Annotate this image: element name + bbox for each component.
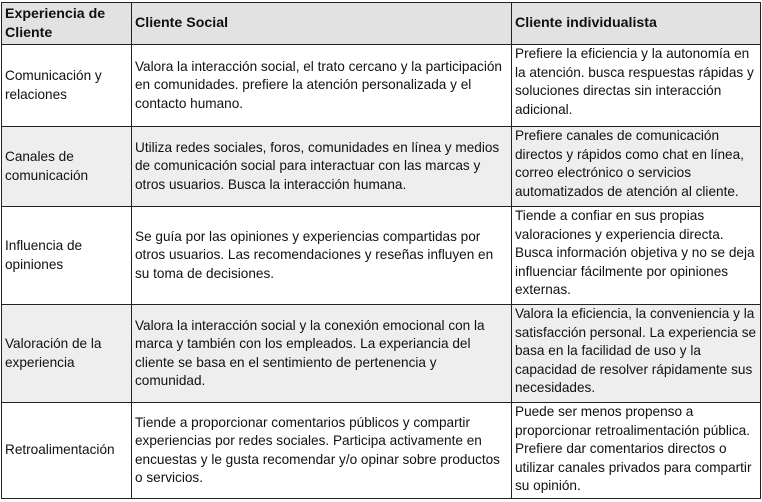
cliente-social-cell: Valora la interacción social, el trato cercano y la participación en comunidades. prefiere la atención personalizada y el contacto humano. [132, 45, 512, 127]
cliente-social-cell: Utiliza redes sociales, foros, comunidades en línea y medios de comunicación social para interactuar con las marcas y otros usuarios. Busca la interacción humana. [132, 127, 512, 207]
table-row [2, 305, 761, 403]
row-label: Retroalimentación [2, 403, 132, 499]
table-row [2, 45, 761, 127]
cliente-individualista-cell: Prefiere la eficiencia y la autonomía en la atención. busca respuestas rápidas y soluciones directas sin interacción adicional. [512, 45, 761, 127]
cliente-individualista-cell: Prefiere canales de comunicación directos y rápidos como chat en línea, correo electrónico o servicios automatizados de atención al cliente. [512, 127, 761, 207]
cliente-social-cell: Tiende a proporcionar comentarios públicos y compartir experiencias por redes sociales. Participa activamente en encuestas y le gusta recomendar y/o opinar sobre productos o servicios. [132, 403, 512, 499]
row-label: Comunicación y relaciones [2, 45, 132, 127]
row-label: Valoración de la experiencia [2, 305, 132, 403]
table-row [2, 403, 761, 499]
cliente-individualista-cell: Valora la eficiencia, la conveniencia y la satisfacción personal. La experiencia se basa en la facilidad de uso y la capacidad de resolver rápidamente sus necesidades. [512, 305, 761, 403]
cliente-social-cell: Se guía por las opiniones y experiencias compartidas por otros usuarios. Las recomendaciones y reseñas influyen en su toma de decisiones. [132, 207, 512, 305]
header-cliente-individualista: Cliente individualista [512, 3, 761, 45]
table-row [2, 207, 761, 305]
table-row [2, 127, 761, 207]
header-row [2, 3, 761, 45]
cliente-individualista-cell: Puede ser menos propenso a proporcionar retroalimentación pública. Prefiere dar comentarios directos o utilizar canales privados para compartir su opinión. [512, 403, 761, 499]
comparison-table [1, 2, 761, 499]
header-experiencia: Experiencia de Cliente [2, 3, 132, 45]
row-label: Influencia de opiniones [2, 207, 132, 305]
row-label: Canales de comunicación [2, 127, 132, 207]
cliente-individualista-cell: Tiende a confiar en sus propias valoraciones y experiencia directa. Busca información objetiva y no se deja influenciar fácilmente por opiniones externas. [512, 207, 761, 305]
header-cliente-social: Cliente Social [132, 3, 512, 45]
cliente-social-cell: Valora la interacción social y la conexión emocional con la marca y también con los empleados. La experiancia del cliente se basa en el sentimiento de pertenencia y comunidad. [132, 305, 512, 403]
